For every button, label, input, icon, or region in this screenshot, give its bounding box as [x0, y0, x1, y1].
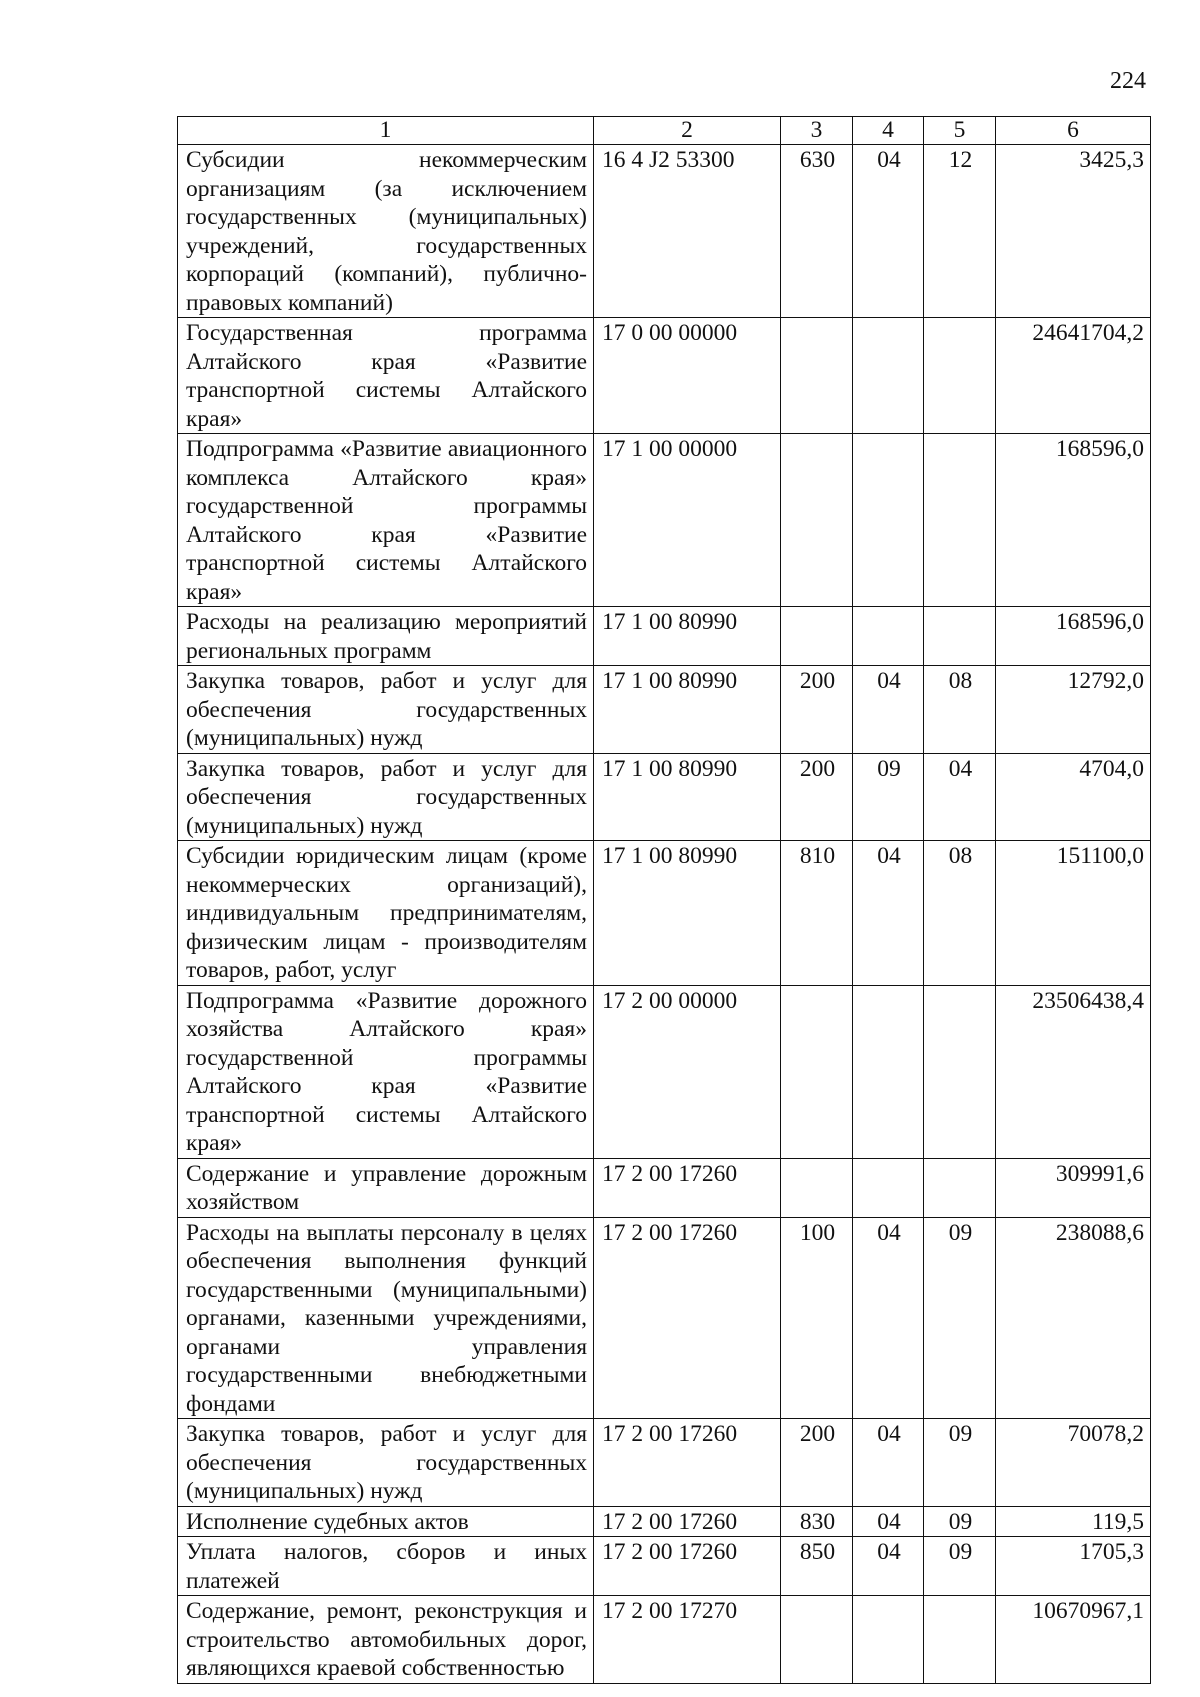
- expense-type-cell: [781, 1596, 853, 1684]
- expense-type-cell: [781, 1158, 853, 1217]
- table-row: [178, 607, 1151, 666]
- expense-name-cell: Содержание и управление дорожным хозяйством: [178, 1158, 594, 1217]
- section-cell: 04: [853, 1537, 924, 1596]
- target-code-cell: 17 0 00 00000: [594, 318, 781, 434]
- column-header-6: 6: [996, 117, 1151, 145]
- expense-name-cell: Подпрограмма «Развитие дорожного хозяйства Алтайского края» государственной программы Алтайского края «Развитие транспортной системы Алтайского края»: [178, 985, 594, 1158]
- table-row: [178, 1537, 1151, 1596]
- subsection-cell: [924, 1596, 996, 1684]
- expense-name-cell: Уплата налогов, сборов и иных платежей: [178, 1537, 594, 1596]
- section-cell: 04: [853, 841, 924, 986]
- subsection-cell: 09: [924, 1506, 996, 1537]
- section-cell: 04: [853, 145, 924, 318]
- section-cell: 04: [853, 1217, 924, 1419]
- subsection-cell: 04: [924, 753, 996, 841]
- table-row: [178, 666, 1151, 754]
- column-header-4: 4: [853, 117, 924, 145]
- budget-table: [177, 116, 1151, 1684]
- section-cell: [853, 318, 924, 434]
- section-cell: 04: [853, 1419, 924, 1507]
- expense-type-cell: 630: [781, 145, 853, 318]
- subsection-cell: [924, 607, 996, 666]
- target-code-cell: 17 2 00 17260: [594, 1419, 781, 1507]
- section-cell: [853, 1596, 924, 1684]
- table-row: [178, 1217, 1151, 1419]
- expense-name-cell: Содержание, ремонт, реконструкция и строительство автомобильных дорог, являющихся краевой собственностью: [178, 1596, 594, 1684]
- expense-type-cell: [781, 318, 853, 434]
- target-code-cell: 17 1 00 80990: [594, 753, 781, 841]
- subsection-cell: [924, 985, 996, 1158]
- table-row: [178, 434, 1151, 607]
- table-row: [178, 985, 1151, 1158]
- amount-cell: 4704,0: [996, 753, 1151, 841]
- expense-type-cell: 200: [781, 1419, 853, 1507]
- table-row: [178, 1158, 1151, 1217]
- table-header-row: [178, 117, 1151, 145]
- amount-cell: 119,5: [996, 1506, 1151, 1537]
- expense-name-cell: Закупка товаров, работ и услуг для обеспечения государственных (муниципальных) нужд: [178, 666, 594, 754]
- target-code-cell: 17 2 00 17260: [594, 1506, 781, 1537]
- column-header-5: 5: [924, 117, 996, 145]
- subsection-cell: [924, 434, 996, 607]
- expense-type-cell: 200: [781, 666, 853, 754]
- expense-name-cell: Исполнение судебных актов: [178, 1506, 594, 1537]
- target-code-cell: 17 2 00 17270: [594, 1596, 781, 1684]
- amount-cell: 238088,6: [996, 1217, 1151, 1419]
- section-cell: [853, 434, 924, 607]
- target-code-cell: 17 2 00 17260: [594, 1217, 781, 1419]
- expense-type-cell: [781, 985, 853, 1158]
- amount-cell: 309991,6: [996, 1158, 1151, 1217]
- expense-name-cell: Закупка товаров, работ и услуг для обеспечения государственных (муниципальных) нужд: [178, 1419, 594, 1507]
- table-row: [178, 841, 1151, 986]
- table-row: [178, 1596, 1151, 1684]
- section-cell: 09: [853, 753, 924, 841]
- expense-type-cell: 830: [781, 1506, 853, 1537]
- table-row: [178, 1506, 1151, 1537]
- column-header-2: 2: [594, 117, 781, 145]
- amount-cell: 168596,0: [996, 434, 1151, 607]
- expense-type-cell: [781, 607, 853, 666]
- target-code-cell: 17 1 00 80990: [594, 666, 781, 754]
- table-row: [178, 318, 1151, 434]
- subsection-cell: [924, 1158, 996, 1217]
- subsection-cell: 09: [924, 1217, 996, 1419]
- expense-name-cell: Расходы на реализацию мероприятий региональных программ: [178, 607, 594, 666]
- subsection-cell: 08: [924, 841, 996, 986]
- subsection-cell: 09: [924, 1537, 996, 1596]
- section-cell: [853, 985, 924, 1158]
- target-code-cell: 16 4 J2 53300: [594, 145, 781, 318]
- expense-name-cell: Закупка товаров, работ и услуг для обеспечения государственных (муниципальных) нужд: [178, 753, 594, 841]
- section-cell: 04: [853, 666, 924, 754]
- table-body: [178, 117, 1151, 1684]
- target-code-cell: 17 2 00 17260: [594, 1537, 781, 1596]
- subsection-cell: 08: [924, 666, 996, 754]
- expense-type-cell: 810: [781, 841, 853, 986]
- amount-cell: 12792,0: [996, 666, 1151, 754]
- subsection-cell: 09: [924, 1419, 996, 1507]
- expense-type-cell: [781, 434, 853, 607]
- amount-cell: 3425,3: [996, 145, 1151, 318]
- section-cell: [853, 1158, 924, 1217]
- target-code-cell: 17 2 00 00000: [594, 985, 781, 1158]
- section-cell: 04: [853, 1506, 924, 1537]
- expense-name-cell: Субсидии юридическим лицам (кроме некоммерческих организаций), индивидуальным предпринимателям, физическим лицам - производителям товаров, работ, услуг: [178, 841, 594, 986]
- amount-cell: 23506438,4: [996, 985, 1151, 1158]
- page-number: 224: [1110, 68, 1146, 94]
- amount-cell: 168596,0: [996, 607, 1151, 666]
- amount-cell: 70078,2: [996, 1419, 1151, 1507]
- target-code-cell: 17 1 00 00000: [594, 434, 781, 607]
- target-code-cell: 17 1 00 80990: [594, 607, 781, 666]
- amount-cell: 1705,3: [996, 1537, 1151, 1596]
- section-cell: [853, 607, 924, 666]
- target-code-cell: 17 2 00 17260: [594, 1158, 781, 1217]
- table-row: [178, 1419, 1151, 1507]
- expense-type-cell: 100: [781, 1217, 853, 1419]
- expense-name-cell: Подпрограмма «Развитие авиационного комплекса Алтайского края» государственной программы Алтайского края «Развитие транспортной системы Алтайского края»: [178, 434, 594, 607]
- amount-cell: 24641704,2: [996, 318, 1151, 434]
- subsection-cell: 12: [924, 145, 996, 318]
- target-code-cell: 17 1 00 80990: [594, 841, 781, 986]
- table-row: [178, 145, 1151, 318]
- column-header-3: 3: [781, 117, 853, 145]
- expense-type-cell: 850: [781, 1537, 853, 1596]
- subsection-cell: [924, 318, 996, 434]
- column-header-1: 1: [178, 117, 594, 145]
- expense-name-cell: Субсидии некоммерческим организациям (за исключением государственных (муниципальных) учреждений, государственных корпораций (компаний), публично-правовых компаний): [178, 145, 594, 318]
- expense-type-cell: 200: [781, 753, 853, 841]
- expense-name-cell: Расходы на выплаты персоналу в целях обеспечения выполнения функций государственными (муниципальными) органами, казенными учреждениями, органами управления государственными внебюджетными фондами: [178, 1217, 594, 1419]
- expense-name-cell: Государственная программа Алтайского края «Развитие транспортной системы Алтайского края»: [178, 318, 594, 434]
- amount-cell: 10670967,1: [996, 1596, 1151, 1684]
- amount-cell: 151100,0: [996, 841, 1151, 986]
- table-row: [178, 753, 1151, 841]
